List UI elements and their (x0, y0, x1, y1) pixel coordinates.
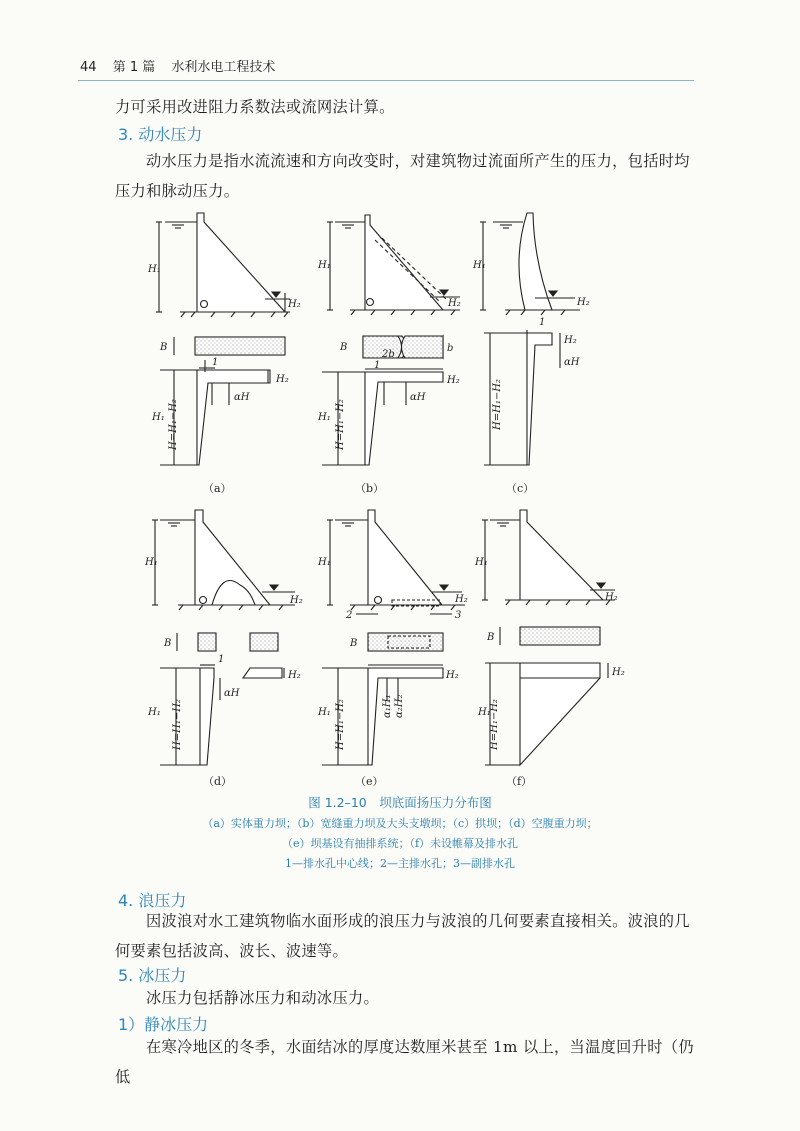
label-e-h2b: H₂ (446, 670, 459, 681)
label-e-h1: H₁ (318, 557, 331, 568)
label-c-n1: 1 (539, 317, 546, 328)
subsection-1-heading: 1）静冰压力 (118, 1015, 209, 1034)
label-f-hexpr: H=H₁−H₂ (489, 699, 500, 750)
label-e-a2h2: α₂H₂ (394, 694, 405, 718)
label-b-2b: 2b (382, 349, 395, 360)
label-f-h2: H₂ (605, 592, 618, 603)
label-b-ah: αH (410, 392, 426, 403)
label-f-h1b: H₁ (478, 707, 491, 718)
label-d-ah: αH (224, 688, 240, 699)
label-e-a1h1: α₁H₁ (382, 694, 393, 718)
label-c-h2: H₂ (577, 297, 590, 308)
label-d-b: B (164, 638, 172, 649)
label-a-h1: H₁ (148, 264, 161, 275)
label-b-hexpr: H=H₁−H₂ (335, 399, 346, 450)
section-5-paragraph: 冰压力包括静冰压力和动冰压力。 (146, 989, 380, 1007)
subsection-1-paragraph: 在寒冷地区的冬季，水面结冰的厚度达数厘米甚至 1m 以上，当温度回升时（仍低 (115, 1038, 694, 1086)
label-c-h2b: H₂ (564, 335, 577, 346)
label-f-b: B (487, 632, 495, 643)
label-b-h1: H₁ (318, 260, 331, 271)
label-d-h2: H₂ (290, 595, 303, 606)
label-e-b: B (350, 638, 358, 649)
label-d-hexpr: H=H₁−H₂ (172, 699, 183, 750)
label-c-h1: H₁ (473, 260, 486, 271)
label-e-h1b: H₁ (318, 707, 331, 718)
label-b-b: b (447, 343, 454, 354)
label-b-B: B (340, 342, 348, 353)
part-label: 第 1 篇 (112, 60, 156, 75)
label-a-ah: αH (234, 392, 250, 403)
label-d-h1: H₁ (145, 557, 158, 568)
label-e-h2: H₂ (455, 594, 468, 605)
panel-label-e: （e） (355, 775, 384, 788)
label-a-b: B (160, 342, 168, 353)
label-c-ah: αH (564, 357, 580, 368)
figure-title: 图 1.2–10 坝底面扬压力分布图 (308, 795, 492, 810)
label-b-h1b: H₁ (318, 412, 331, 423)
label-a-h1b: H₁ (152, 412, 165, 423)
figure-caption-line-1: （a）实体重力坝；（b）宽缝重力坝及大头支墩坝；（c）拱坝；（d）空腹重力坝； (202, 817, 598, 830)
label-e-hexpr: H=H₁−H₂ (335, 699, 346, 750)
label-f-h2b: H₂ (612, 667, 625, 678)
label-a-h2: H₂ (288, 299, 301, 310)
section-3-heading: 3. 动水压力 (118, 125, 203, 144)
label-b-h2: H₂ (448, 298, 461, 309)
label-a-n1: 1 (212, 357, 219, 368)
section-4-heading: 4. 浪压力 (118, 891, 187, 910)
label-e-n2: 2 (346, 610, 353, 621)
label-c-hexpr: H=H₁−H₂ (492, 379, 503, 430)
panel-label-d: （d） (203, 775, 233, 788)
chapter-title: 水利水电工程技术 (171, 60, 276, 75)
figure-caption-line-3: 1—排水孔中心线；2—主排水孔；3—副排水孔 (285, 857, 515, 870)
label-b-n1: 1 (374, 360, 381, 371)
panel-f (482, 510, 615, 765)
label-b-h2b: H₂ (447, 375, 460, 386)
section-5-heading: 5. 冰压力 (118, 966, 187, 985)
label-e-n3: 3 (455, 610, 462, 621)
label-d-h2b: H₂ (288, 670, 301, 681)
page-number: 44 (80, 60, 97, 75)
panel-label-b: （b） (355, 482, 385, 495)
figure-caption-line-2: （e）坝基设有抽排系统；（f）未设帷幕及排水孔 (281, 837, 519, 850)
section-3-paragraph: 动水压力是指水流流速和方向改变时，对建筑物过流面所产生的压力，包括时均压力和脉动压力。 (115, 152, 690, 200)
panel-label-c: （c） (506, 482, 535, 495)
label-f-h1: H₁ (475, 557, 488, 568)
lead-line: 力可采用改进阻力系数法或流网法计算。 (115, 98, 395, 116)
label-d-h1b: H₁ (148, 707, 161, 718)
label-d-n1: 1 (218, 654, 225, 665)
panel-label-f: （f） (506, 775, 533, 788)
panel-label-a: （a） (203, 482, 232, 495)
label-a-hexpr: H=H₁−H₂ (168, 399, 179, 450)
section-4-paragraph: 因波浪对水工建筑物临水面形成的浪压力与波浪的几何要素直接相关。波浪的几何要素包括波高、波长、波速等。 (115, 912, 690, 960)
label-a-h2b: H₂ (276, 374, 289, 385)
